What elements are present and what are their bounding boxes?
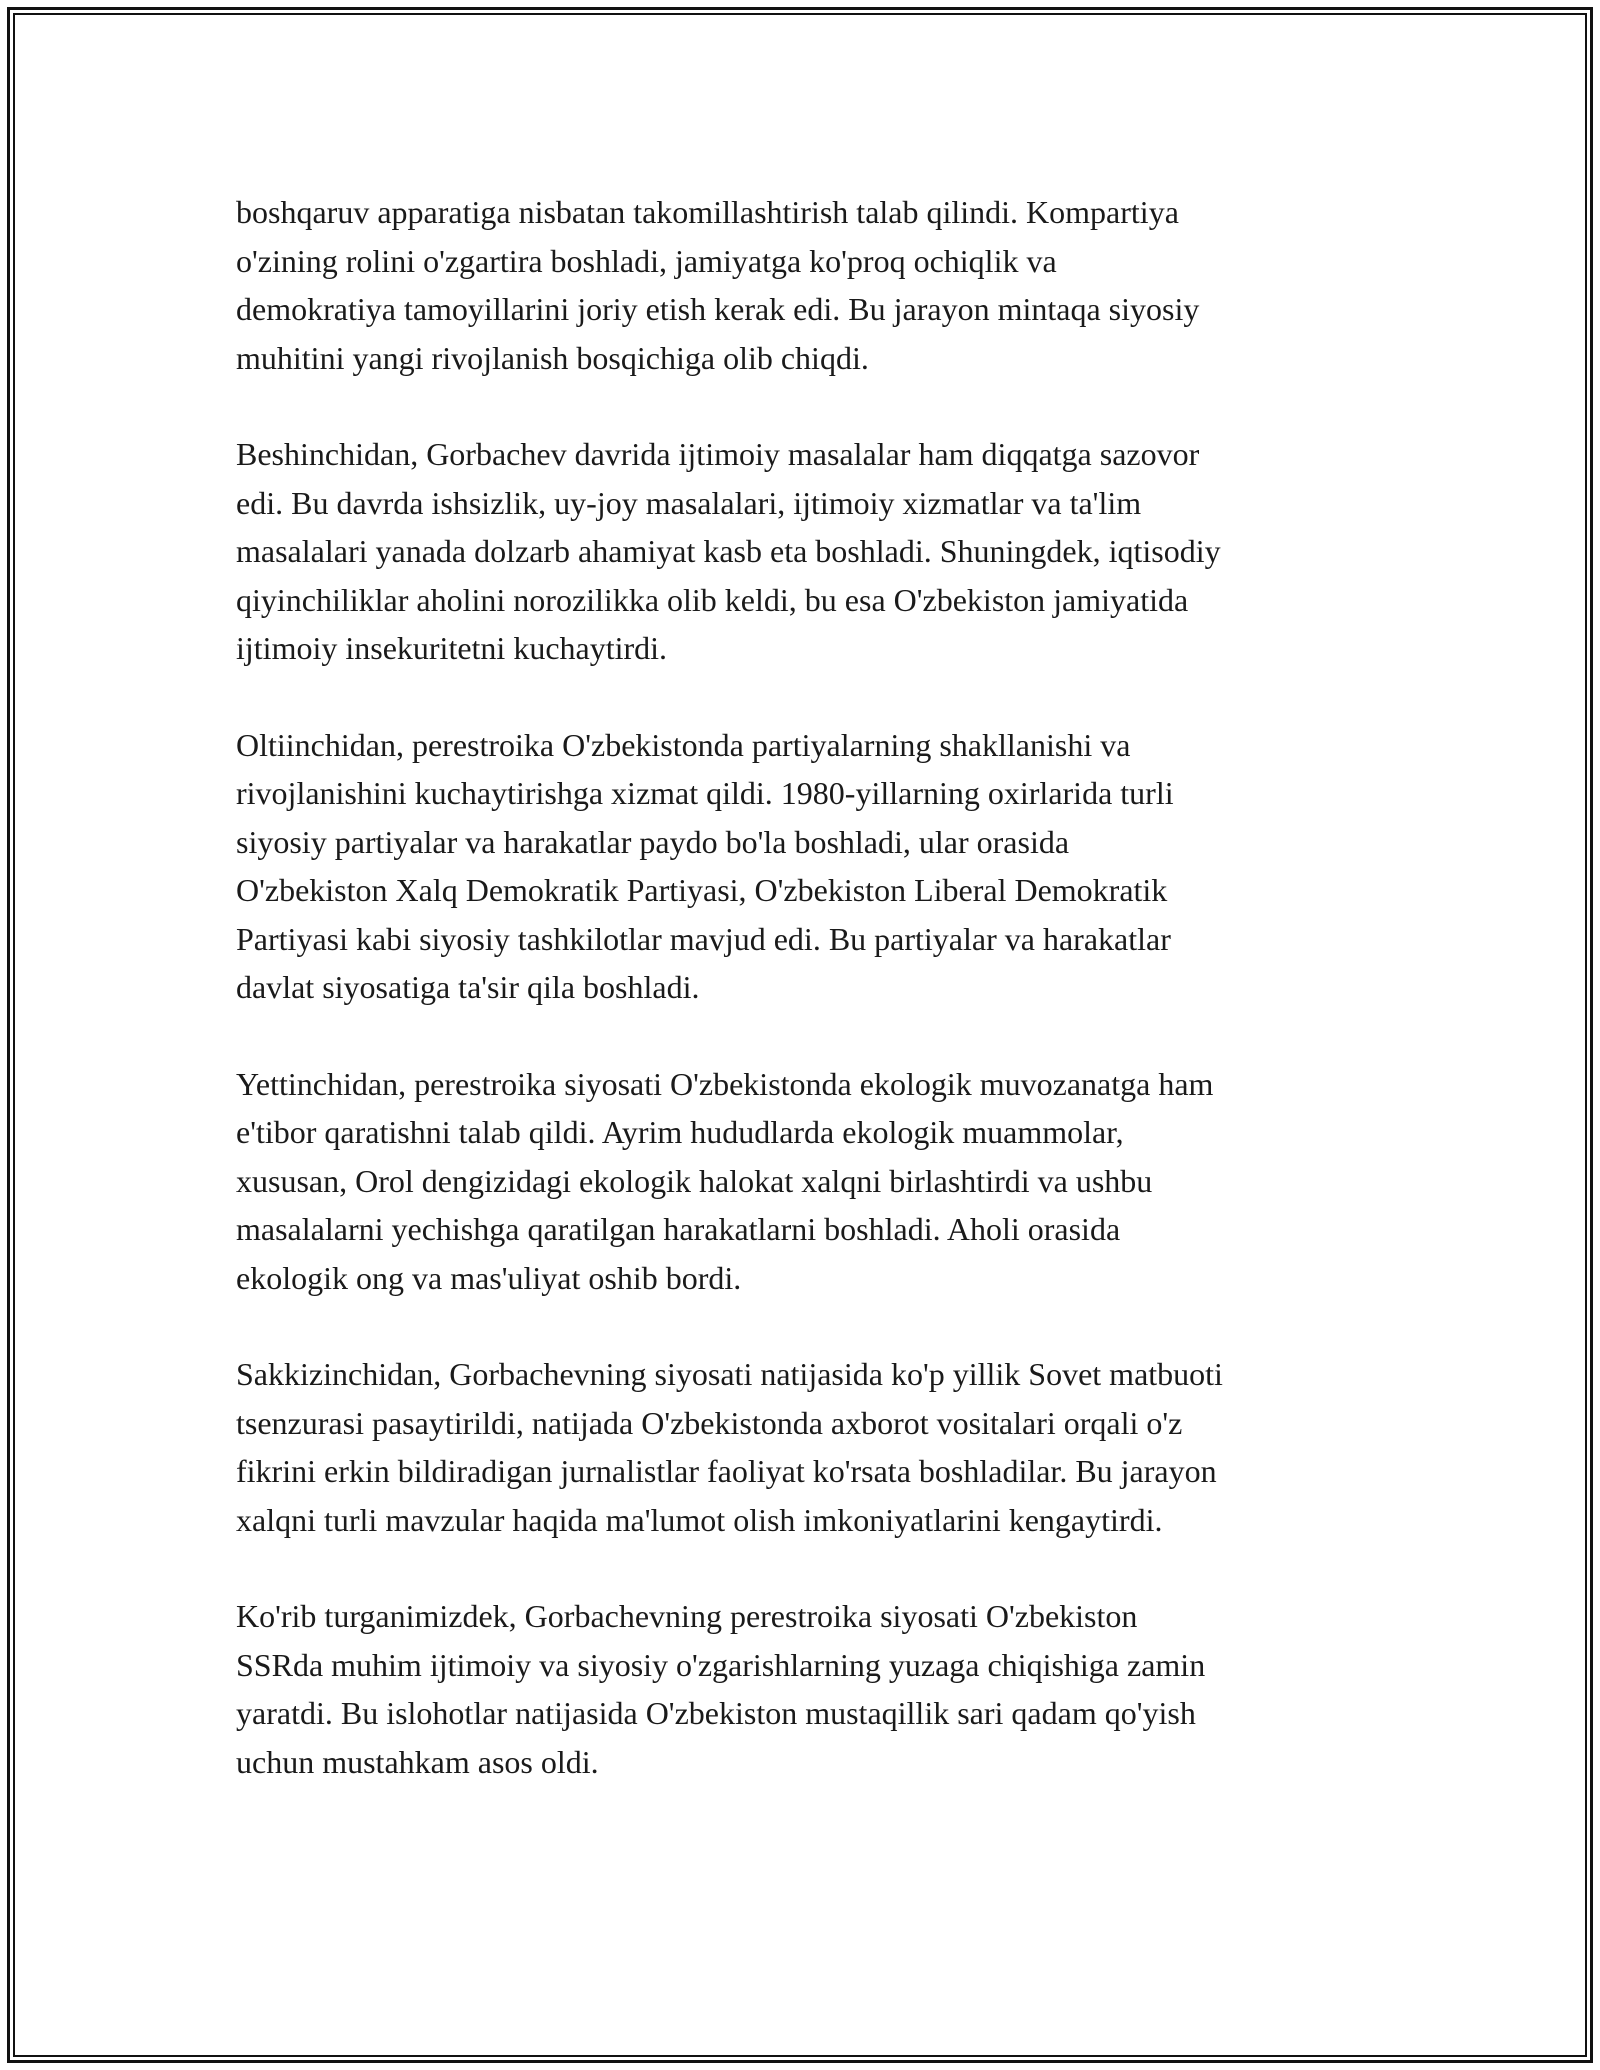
paragraph-conclusion: Ko'rib turganimizdek, Gorbachevning perestroika siyosati O'zbekiston SSRda muhim ijtimoiy va siyosiy o'zgarishlarning yuzaga chiqishiga zamin yaratdi. Bu islohotlar natijasida O'zbekiston mustaqillik sari qadam qo'yish uchun mustahkam asos oldi. — [236, 1598, 1206, 1780]
paragraph-eighth-point: Sakkizinchidan, Gorbachevning siyosati natijasida ko'p yillik Sovet matbuoti tsenzurasi pasaytirildi, natijada O'zbekistonda axborot vositalari orqali o'z fikrini erkin bildiradigan jurnalistlar faoliyat ko'rsata boshladilar. Bu jarayon xalqni turli mavzular haqida ma'lumot olish imkoniyatlarini kengaytirdi. — [236, 1356, 1223, 1538]
paragraph-fifth-point: Beshinchidan, Gorbachev davrida ijtimoiy masalalar ham diqqatga sazovor edi. Bu davrda ishsizlik, uy-joy masalalari, ijtimoiy xizmatlar va ta'lim masalalari yanada dolzarb ahamiyat kasb eta boshladi. Shuningdek, iqtisodiy qiyinchiliklar aholini norozilikka olib keldi, bu esa O'zbekiston jamiyatida ijtimoiy insekuritetni kuchaytirdi. — [236, 436, 1221, 666]
paragraph-sixth-point: Oltiinchidan, perestroika O'zbekistonda partiyalarning shakllanishi va rivojlanishini kuchaytirishga xizmat qildi. 1980-yillarning oxirlarida turli siyosiy partiyalar va harakatlar paydo bo'la boshladi, ular orasida O'zbekiston Xalq Demokratik Partiyasi, O'zbekiston Liberal Demokratik Partiyasi kabi siyosiy tashkilotlar mavjud edi. Bu partiyalar va harakatlar davlat siyosatiga ta'sir qila boshladi. — [236, 726, 1174, 1005]
document-body — [236, 188, 1376, 1834]
paragraph-seventh-point: Yettinchidan, perestroika siyosati O'zbekistonda ekologik muvozanatga ham e'tibor qaratishni talab qildi. Ayrim hududlarda ekologik muammolar, xususan, Orol dengizidagi ekologik halokat xalqni birlashtirdi va ushbu masalalarni yechishga qaratilgan harakatlarni boshladi. Aholi orasida ekologik ong va mas'uliyat oshib bordi. — [236, 1065, 1214, 1296]
paragraph-intro-continuation: boshqaruv apparatiga nisbatan takomillashtirish talab qilindi. Kompartiya o'zining rolini o'zgartira boshladi, jamiyatga ko'proq ochiqlik va demokratiya tamoyillarini joriy etish kerak edi. Bu jarayon mintaqa siyosiy muhitini yangi rivojlanish bosqichiga olib chiqdi. — [236, 194, 1200, 376]
